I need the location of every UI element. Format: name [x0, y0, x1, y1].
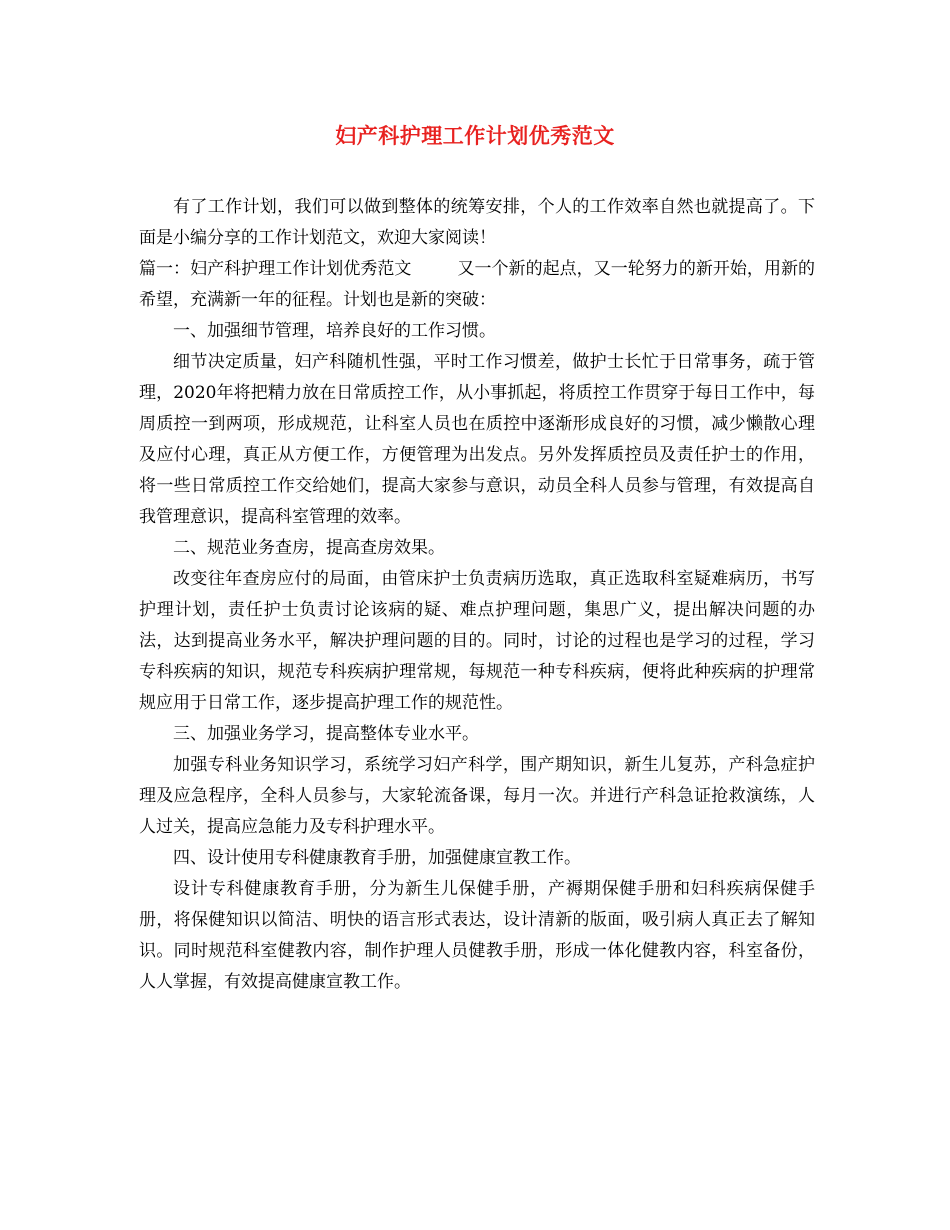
- section-body-1: 细节决定质量，妇产科随机性强，平时工作习惯差，做护士长忙于日常事务，疏于管理，2020年将把精力放在日常质控工作，从小事抓起，将质控工作贯穿于每日工作中，每周质控一到两项，形成规范，让科室人员也在质控中逐渐形成良好的习惯，减少懒散心理及应付心理，真正从方便工作，方便管理为出发点。另外发挥质控员及责任护士的作用，将一些日常质控工作交给她们，提高大家参与意识，动员全科人员参与管理，有效提高自我管理意识，提高科室管理的效率。: [139, 352, 815, 527]
- section-heading-4: 四、设计使用专科健康教育手册，加强健康宣教工作。: [173, 848, 581, 868]
- intro-paragraph: 有了工作计划，我们可以做到整体的统筹安排，个人的工作效率自然也就提高了。下面是小编分享的工作计划范文，欢迎大家阅读！: [139, 197, 815, 248]
- section-body-2: 改变往年查房应付的局面，由管床护士负责病历选取，真正选取科室疑难病历，书写护理计划，责任护士负责讨论该病的疑、难点护理问题，集思广义，提出解决问题的办法，达到提高业务水平，解决护理问题的目的。同时，讨论的过程也是学习的过程，学习专科疾病的知识，规范专科疾病护理常规，每规范一种专科疾病，便将此种疾病的护理常规应用于日常工作，逐步提高护理工作的规范性。: [139, 569, 815, 713]
- document-title: 妇产科护理工作计划优秀范文: [335, 123, 615, 148]
- document-body: [139, 192, 815, 998]
- section-body-3: 加强专科业务知识学习，系统学习妇产科学，围产期知识，新生儿复苏，产科急症护理及应急程序，全科人员参与，大家轮流备课，每月一次。并进行产科急证抢救演练，人人过关，提高应急能力及专科护理水平。: [139, 755, 815, 837]
- section-heading-3: 三、加强业务学习，提高整体专业水平。: [173, 724, 479, 744]
- section-body-4: 设计专科健康教育手册，分为新生儿保健手册，产褥期保健手册和妇科疾病保健手册，将保健知识以简洁、明快的语言形式表达，设计清新的版面，吸引病人真正去了解知识。同时规范科室健教内容，制作护理人员健教手册，形成一体化健教内容，科室备份，人人掌握，有效提高健康宣教工作。: [139, 879, 815, 992]
- chapter-paragraph: [139, 254, 815, 316]
- chapter-opening: 又一个新的起点，又一轮努力的新开始，用新的希望，充满新一年的征程。计划也是新的突破：: [139, 259, 816, 310]
- section-heading-1: 一、加强细节管理，培养良好的工作习惯。: [173, 321, 496, 341]
- chapter-heading: 篇一：妇产科护理工作计划优秀范文: [139, 259, 412, 279]
- section-heading-2: 二、规范业务查房，提高查房效果。: [173, 538, 445, 558]
